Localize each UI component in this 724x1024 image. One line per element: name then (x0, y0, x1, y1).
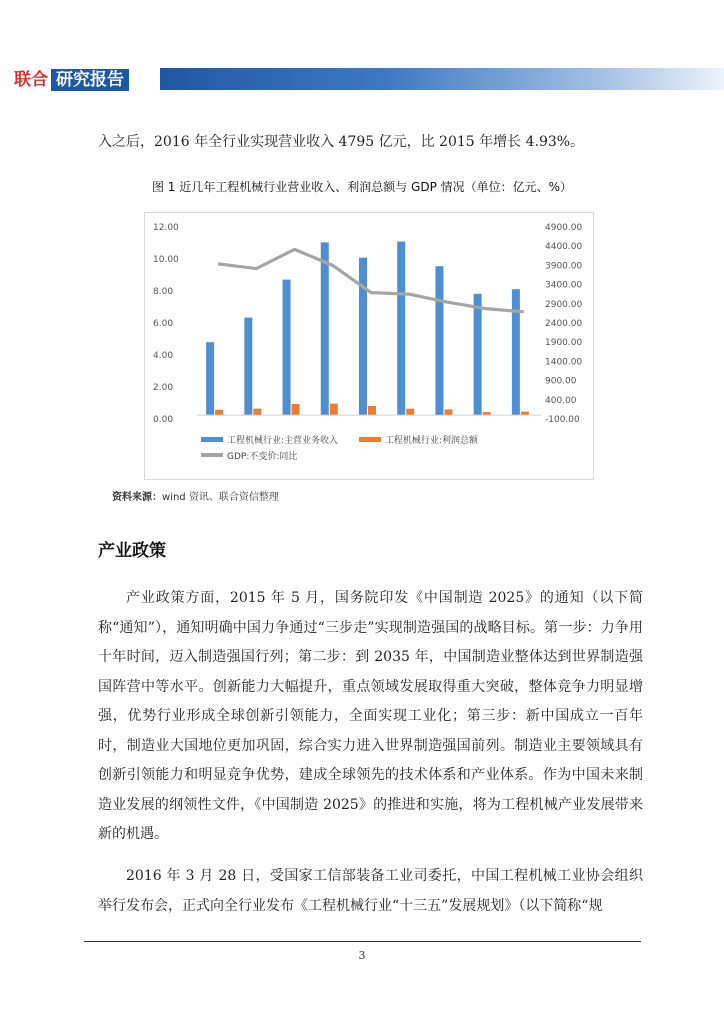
legend-label-gdp: GDP:不变价:同比 (227, 451, 298, 462)
bar-profit (406, 409, 414, 416)
source-label: 资料来源： (112, 492, 162, 503)
bar-revenue (512, 289, 520, 415)
bar-revenue (321, 242, 329, 415)
right-axis-tick-label: 4400.00 (545, 242, 583, 253)
header-bar (160, 68, 724, 90)
bar-profit (330, 404, 338, 416)
right-axis-tick-label: 4900.00 (545, 223, 583, 233)
left-axis-tick-label: 10.00 (153, 255, 179, 265)
left-axis-tick-label: 4.00 (153, 351, 174, 361)
right-axis-tick-label: 3400.00 (545, 280, 583, 291)
left-axis-tick-label: 0.00 (153, 415, 174, 425)
page-number: 3 (358, 949, 366, 962)
brand-part2: 研究报告 (51, 69, 129, 91)
legend-label-profit: 工程机械行业:利润总额 (384, 435, 478, 446)
intro-paragraph: 入之后，2016 年全行业实现营业收入 4795 亿元，比 2015 年增长 4.93%。 (98, 134, 585, 150)
bar-profit (292, 404, 300, 415)
right-axis-tick-label: 1900.00 (545, 338, 583, 349)
brand-logo (14, 69, 129, 91)
right-axis-tick-label: 3900.00 (545, 261, 583, 272)
chart-container (144, 212, 594, 480)
left-axis-tick-label: 2.00 (153, 383, 174, 393)
right-axis-tick-label: 2900.00 (545, 299, 583, 310)
left-axis-tick-label: 6.00 (153, 319, 174, 329)
policy-paragraph-1: 产业政策方面，2015 年 5 月，国务院印发《中国制造 2025》的通知（以下简称“通知”），通知明确中国力争通过“三步走”实现制造强国的战略目标。第一步：力争用十年时间，迈入制造强国行列；第二步：到 2035 年，中国制造业整体达到世界制造强国阵营中等水平。创新能力大幅提升，重点领域发展取得重大突破，整体竞争力明显增强，优势行业形成全球创新引领能力，全面实现工业化；第三步：新中国成立一百年时，制造业大国地位更加巩固，综合实力进入世界制造强国前列。制造业主要领域具有创新引领能力和明显竞争优势，建成全球领先的技术体系和产业体系。作为中国未来制造业发展的纲领性文件，《中国制造 2025》的推进和实施，将为工程机械产业发展带来新的机遇。 (98, 590, 643, 842)
bar-profit (253, 409, 261, 416)
brand-part1: 联合 (14, 70, 48, 90)
bar-revenue (397, 242, 405, 416)
legend-swatch-gdp (201, 453, 223, 457)
source-text: wind 资讯、联合资信整理 (162, 492, 279, 503)
right-axis-tick-label: 900.00 (545, 376, 577, 387)
legend-swatch-revenue (201, 437, 223, 442)
legend-item-gdp (201, 447, 297, 463)
bar-revenue (474, 294, 482, 415)
legend-swatch-profit (359, 437, 381, 442)
bar-profit (215, 410, 223, 415)
bar-revenue (359, 258, 367, 415)
chart-legend (201, 431, 581, 463)
bar-profit (444, 409, 452, 415)
bar-revenue (244, 318, 252, 416)
left-axis-tick-label: 12.00 (153, 223, 179, 233)
legend-label-revenue: 工程机械行业:主营业务收入 (227, 435, 339, 446)
bar-revenue (283, 280, 291, 416)
bar-profit (521, 412, 529, 415)
left-axis-tick-label: 8.00 (153, 287, 174, 297)
figure-title: 图 1 近几年工程机械行业营业收入、利润总额与 GDP 情况（单位：亿元、%） (151, 180, 573, 194)
bar-revenue (206, 342, 214, 415)
right-axis-tick-label: -100.00 (545, 415, 580, 425)
legend-item-profit (359, 431, 478, 447)
section-title: 产业政策 (98, 541, 166, 561)
legend-item-revenue (201, 431, 338, 447)
bar-profit (368, 406, 376, 415)
right-axis-tick-label: 2400.00 (545, 319, 583, 329)
right-axis-tick-label: 1400.00 (545, 357, 583, 368)
figure-source (112, 488, 279, 503)
bar-revenue (435, 266, 443, 415)
footer-divider (84, 941, 641, 942)
right-axis-tick-label: 400.00 (545, 395, 577, 406)
policy-paragraph-2: 2016 年 3 月 28 日，受国家工信部装备工业司委托，中国工程机械工业协会组织举行发布会，正式向全行业发布《工程机械行业“十三五”发展规划》（以下简称“规 (98, 868, 643, 914)
